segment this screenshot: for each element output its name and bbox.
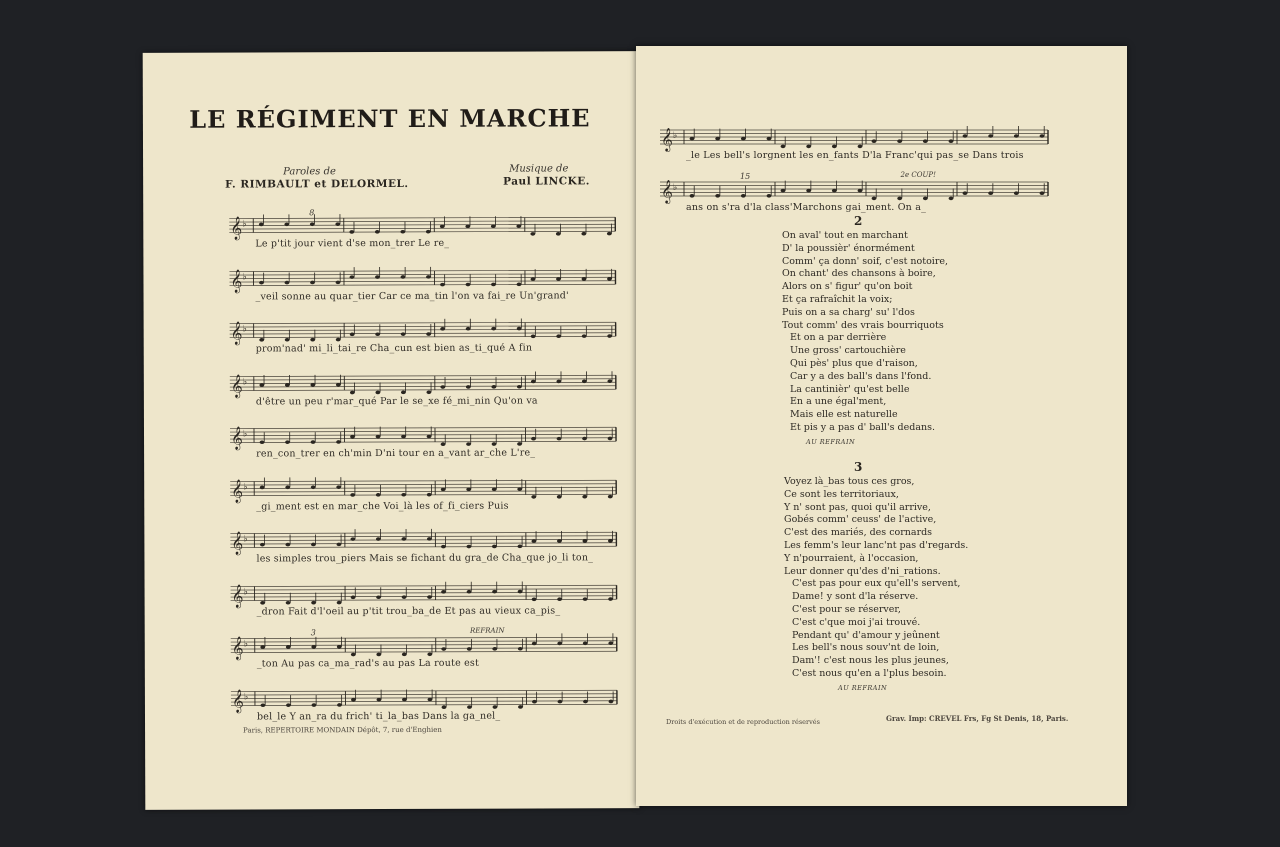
lyric-line: _veil sonne au quar_tier Car ce ma_tin l'on va fai_re Un'grand' xyxy=(255,289,569,302)
verse-line: Tout comm' des vrais bourriquots xyxy=(782,319,944,331)
note-head xyxy=(466,442,471,446)
bar-number: 3 xyxy=(310,628,316,638)
note-head xyxy=(311,600,316,604)
note-head xyxy=(336,485,341,489)
verse-line: Une gross' cartouchière xyxy=(790,345,906,357)
treble-clef-icon: 𝄞 xyxy=(230,425,243,450)
note-head xyxy=(607,232,612,236)
note-head xyxy=(285,543,290,547)
music-staff-row xyxy=(144,474,638,516)
note-head xyxy=(517,442,522,446)
note-head xyxy=(558,699,563,703)
printer-footer: Grav. Imp: CREVEL Frs, Fg St Denis, 18, Paris. xyxy=(886,714,1069,723)
note-head xyxy=(923,139,928,143)
note-head xyxy=(286,703,291,707)
verse-line: Car y a des ball's dans l'fond. xyxy=(790,370,932,382)
note-head xyxy=(1040,134,1045,138)
song-title: LE RÉGIMENT EN MARCHE xyxy=(189,103,591,134)
note-head xyxy=(518,705,523,709)
verse-line: Comm' ça donn' soif, c'est notoire, xyxy=(782,255,949,267)
note-head xyxy=(608,494,613,498)
note-head xyxy=(310,222,315,226)
note-head xyxy=(1014,134,1019,138)
note-head xyxy=(530,232,535,236)
note-head xyxy=(556,379,561,383)
note-head xyxy=(466,487,471,491)
note-head xyxy=(337,703,342,707)
note-head xyxy=(441,487,446,491)
right-page xyxy=(636,46,1127,806)
lyrics-heading: Paroles de xyxy=(283,166,336,178)
music-staff-row xyxy=(144,526,638,568)
flat-key-icon: ♭ xyxy=(243,482,248,493)
verse-line: En a une égal'ment, xyxy=(790,396,887,408)
verse-line: Ce sont les territoriaux, xyxy=(784,488,899,500)
note-head xyxy=(285,440,290,444)
verse-line: Pendant qu' d'amour y jeûnent xyxy=(792,629,940,641)
note-head xyxy=(311,645,316,649)
note-head xyxy=(441,647,446,651)
verse-line: Les bell's nous souv'nt de loin, xyxy=(792,642,940,654)
note-head xyxy=(441,442,446,446)
note-head xyxy=(583,597,588,601)
note-head xyxy=(609,699,614,703)
note-head xyxy=(897,197,902,201)
verse-line: Y n' sont pas, quoi qu'il arrive, xyxy=(784,501,931,513)
note-head xyxy=(376,595,381,599)
note-head xyxy=(440,327,445,331)
note-head xyxy=(376,653,381,657)
note-head xyxy=(781,189,786,193)
note-head xyxy=(532,642,537,646)
note-head xyxy=(427,435,432,439)
note-head xyxy=(518,647,523,651)
note-head xyxy=(441,590,446,594)
note-head xyxy=(350,275,355,279)
lyric-line: bel_le Y an_ra du frich' ti_la_bas Dans la ga_nel_ xyxy=(256,710,501,722)
note-head xyxy=(988,134,993,138)
flat-key-icon: ♭ xyxy=(242,429,248,440)
music-staff-row xyxy=(636,124,1127,164)
note-head xyxy=(376,537,381,541)
note-head xyxy=(260,645,265,649)
music-staff-row xyxy=(145,626,639,673)
verse-line: On aval' tout en marchant xyxy=(782,230,908,241)
note-head xyxy=(260,543,265,547)
note-head xyxy=(350,390,355,394)
note-head xyxy=(582,334,587,338)
note-head xyxy=(517,545,522,549)
note-head xyxy=(608,597,613,601)
note-head xyxy=(375,390,380,394)
note-head xyxy=(832,145,837,149)
music-staff-row xyxy=(145,684,639,726)
note-head xyxy=(402,697,407,701)
verse-line: Dam'! c'est nous les plus jeunes, xyxy=(792,655,949,667)
verse-line: Dame! y sont d'la réserve. xyxy=(792,591,919,603)
left-page xyxy=(143,51,640,810)
note-head xyxy=(806,145,811,149)
note-head xyxy=(427,595,432,599)
note-head xyxy=(988,191,993,195)
verse-3-number: 3 xyxy=(854,460,863,474)
note-head xyxy=(440,225,445,229)
note-head xyxy=(351,595,356,599)
note-head xyxy=(375,275,380,279)
note-head xyxy=(607,277,612,281)
note-head xyxy=(608,539,613,543)
note-head xyxy=(531,539,536,543)
note-head xyxy=(531,379,536,383)
note-head xyxy=(531,495,536,499)
note-head xyxy=(401,332,406,336)
verse-line: Et on a par derrière xyxy=(790,332,887,344)
note-head xyxy=(557,597,562,601)
flat-key-icon: ♭ xyxy=(243,692,249,703)
note-head xyxy=(963,134,968,138)
treble-clef-icon: 𝄞 xyxy=(230,215,243,240)
flat-key-icon: ♭ xyxy=(243,587,248,598)
note-head xyxy=(832,189,837,193)
lyricists-name: F. RIMBAULT et DELORMEL. xyxy=(225,177,409,191)
note-head xyxy=(531,437,536,441)
music-staff-row xyxy=(636,171,1127,216)
note-head xyxy=(285,485,290,489)
flat-key-icon: ♭ xyxy=(242,324,247,335)
note-head xyxy=(428,697,433,701)
note-head xyxy=(350,493,355,497)
composer-name: Paul LINCKE. xyxy=(503,175,590,188)
verse-line: Et ça rafraîchit la voix; xyxy=(782,294,893,305)
note-head xyxy=(557,642,562,646)
note-head xyxy=(466,327,471,331)
note-head xyxy=(426,332,431,336)
note-head xyxy=(492,487,497,491)
verse-line: Y n'pourraient, à l'occasion, xyxy=(784,552,919,564)
verse-line: Alors on s' figur' qu'on boit xyxy=(782,281,913,293)
note-head xyxy=(465,225,470,229)
note-head xyxy=(557,539,562,543)
staff-mark: 2e COUP! xyxy=(900,171,936,179)
note-head xyxy=(583,642,588,646)
treble-clef-icon: 𝄞 xyxy=(231,478,244,503)
note-head xyxy=(401,492,406,496)
verse-line: On chant' des chansons à boire, xyxy=(782,268,936,280)
note-head xyxy=(259,223,264,227)
note-head xyxy=(336,440,341,444)
note-head xyxy=(897,139,902,143)
note-head xyxy=(872,139,877,143)
lyric-line: les simples trou_piers Mais se fichant du gra_de Cha_que jo_li ton_ xyxy=(256,552,594,565)
treble-clef-icon: 𝄞 xyxy=(230,268,243,293)
note-head xyxy=(349,230,354,234)
flat-key-icon: ♭ xyxy=(243,534,248,545)
note-head xyxy=(1014,191,1019,195)
flat-key-icon: ♭ xyxy=(673,131,678,141)
flat-key-icon: ♭ xyxy=(242,272,247,283)
lyric-line: _gi_ment est en mar_che Voi_là les of_fi_ciers Puis xyxy=(256,500,509,512)
note-head xyxy=(556,334,561,338)
bar-number: 8 xyxy=(309,208,315,218)
music-staff-row xyxy=(143,264,637,306)
note-head xyxy=(767,137,772,141)
music-staff-row xyxy=(144,369,638,411)
note-head xyxy=(963,191,968,195)
note-head xyxy=(608,437,613,441)
note-head xyxy=(741,137,746,141)
note-head xyxy=(310,383,315,387)
note-head xyxy=(402,595,407,599)
note-head xyxy=(336,382,341,386)
verse-2-number: 2 xyxy=(854,214,863,228)
note-head xyxy=(310,338,315,342)
note-head xyxy=(492,589,497,593)
verse-3-refrain-mark: AU REFRAIN xyxy=(838,684,888,692)
music-staff-row xyxy=(143,208,637,253)
note-head xyxy=(466,282,471,286)
verse-line: D' la poussièr' énormément xyxy=(782,242,915,254)
note-head xyxy=(556,232,561,236)
lyric-line: prom'nad' mi_li_tai_re Cha_cun est bien as_ti_qué A fin xyxy=(255,342,533,355)
note-head xyxy=(401,537,406,541)
music-staff-row xyxy=(144,421,638,463)
note-head xyxy=(375,230,380,234)
note-head xyxy=(400,230,405,234)
lyric-line: _dron Fait d'l'oeil au p'tit trou_ba_de Et pas au vieux ca_pis_ xyxy=(256,604,561,617)
treble-clef-icon: 𝄞 xyxy=(231,688,244,713)
treble-clef-icon: 𝄞 xyxy=(231,530,244,555)
note-head xyxy=(401,275,406,279)
note-head xyxy=(517,384,522,388)
verse-line: Leur donner qu'des d'ni_rations. xyxy=(784,565,941,577)
note-head xyxy=(518,589,523,593)
note-head xyxy=(426,390,431,394)
note-head xyxy=(401,390,406,394)
note-head xyxy=(949,139,954,143)
note-head xyxy=(311,543,316,547)
note-head xyxy=(532,597,537,601)
note-head xyxy=(466,545,471,549)
note-head xyxy=(741,194,746,198)
note-head xyxy=(260,601,265,605)
note-head xyxy=(582,539,587,543)
note-head xyxy=(556,277,561,281)
note-head xyxy=(285,338,290,342)
note-head xyxy=(690,137,695,141)
verse-2-refrain-mark: AU REFRAIN xyxy=(806,438,856,446)
note-head xyxy=(427,537,432,541)
note-head xyxy=(607,334,612,338)
note-head xyxy=(286,600,291,604)
note-head xyxy=(923,197,928,201)
verse-line: La cantinièr' qu'est belle xyxy=(790,383,910,395)
note-head xyxy=(467,705,472,709)
bar-number: 15 xyxy=(740,172,751,181)
note-head xyxy=(401,435,406,439)
note-head xyxy=(715,194,720,198)
note-head xyxy=(442,705,447,709)
note-head xyxy=(376,435,381,439)
note-head xyxy=(858,189,863,193)
note-head xyxy=(767,194,772,198)
note-head xyxy=(336,280,341,284)
note-head xyxy=(337,645,342,649)
lyric-line: ans on s'ra d'la class'Marchons gai_ment. On a_ xyxy=(686,202,927,213)
verse-line: C'est des mariés, des cornards xyxy=(784,527,933,539)
note-head xyxy=(335,222,340,226)
note-head xyxy=(806,189,811,193)
note-head xyxy=(582,437,587,441)
note-head xyxy=(491,224,496,228)
note-head xyxy=(492,545,497,549)
note-head xyxy=(441,545,446,549)
note-head xyxy=(517,327,522,331)
note-head xyxy=(261,703,266,707)
note-head xyxy=(259,338,264,342)
music-heading: Musique de xyxy=(509,163,569,175)
note-head xyxy=(582,494,587,498)
note-head xyxy=(949,197,954,201)
note-head xyxy=(260,440,265,444)
verse-line: Mais elle est naturelle xyxy=(790,409,898,421)
note-head xyxy=(311,485,316,489)
note-head xyxy=(493,705,498,709)
note-head xyxy=(427,492,432,496)
note-head xyxy=(286,645,291,649)
verse-line: Et pis y a pas d' ball's dedans. xyxy=(790,422,936,433)
note-head xyxy=(336,543,341,547)
note-head xyxy=(531,277,536,281)
verse-line: C'est nous qu'en a l'plus besoin. xyxy=(792,668,947,679)
verse-line: C'est pour se réserver, xyxy=(792,604,901,615)
staff-mark: REFRAIN xyxy=(469,626,505,635)
note-head xyxy=(582,277,587,281)
flat-key-icon: ♭ xyxy=(242,377,248,388)
note-head xyxy=(491,385,496,389)
note-head xyxy=(402,653,407,657)
note-head xyxy=(336,338,341,342)
note-head xyxy=(516,224,521,228)
note-head xyxy=(517,487,522,491)
flat-key-icon: ♭ xyxy=(673,183,678,193)
note-head xyxy=(375,332,380,336)
verse-line: Gobés comm' ceuss' de l'active, xyxy=(784,514,937,526)
note-head xyxy=(312,703,317,707)
treble-clef-icon: 𝄞 xyxy=(230,320,243,345)
note-head xyxy=(259,280,264,284)
note-head xyxy=(350,333,355,337)
treble-clef-icon: 𝄞 xyxy=(231,635,244,660)
treble-clef-icon: 𝄞 xyxy=(230,373,243,398)
note-head xyxy=(427,652,432,656)
note-head xyxy=(310,280,315,284)
note-head xyxy=(858,145,863,149)
note-head xyxy=(260,485,265,489)
note-head xyxy=(517,282,522,286)
note-head xyxy=(285,383,290,387)
treble-clef-icon: 𝄞 xyxy=(661,127,673,151)
flat-key-icon: ♭ xyxy=(242,219,247,230)
lyric-line: d'être un peu r'mar_qué Par le se_xe fé_mi_nin Qu'on va xyxy=(255,394,538,407)
note-head xyxy=(607,379,612,383)
note-head xyxy=(583,699,588,703)
note-head xyxy=(492,647,497,651)
note-head xyxy=(440,385,445,389)
note-head xyxy=(350,537,355,541)
note-head xyxy=(715,137,720,141)
rights-footer: Droits d'exécution et de reproduction réservés xyxy=(666,718,820,726)
music-staff-row xyxy=(144,316,638,358)
verse-line: Qui pès' plus que d'raison, xyxy=(790,358,918,369)
note-head xyxy=(557,495,562,499)
lyric-line: _le Les bell's lorgnent les en_fants D'la Franc'qui pas_se Dans trois xyxy=(686,150,1024,161)
treble-clef-icon: 𝄞 xyxy=(231,583,244,608)
note-head xyxy=(781,145,786,149)
note-head xyxy=(1040,191,1045,195)
note-head xyxy=(491,282,496,286)
note-head xyxy=(376,493,381,497)
lyric-line: Le p'tit jour vient d'se mon_trer Le re_ xyxy=(255,237,450,250)
note-head xyxy=(491,327,496,331)
note-head xyxy=(467,589,472,593)
lyric-line: _ton Au pas ca_ma_rad's au pas La route est xyxy=(256,657,480,670)
note-head xyxy=(440,282,445,286)
lyric-line: ren_con_trer en ch'min D'ni tour en a_vant ar_che L're_ xyxy=(256,447,536,460)
note-head xyxy=(259,383,264,387)
note-head xyxy=(582,379,587,383)
publisher-footer: Paris, REPERTOIRE MONDAIN Dépôt, 7, rue d'Enghien xyxy=(243,725,442,735)
note-head xyxy=(872,197,877,201)
note-head xyxy=(557,437,562,441)
note-head xyxy=(608,641,613,645)
music-staff-row xyxy=(145,579,639,621)
verse-line: Les femm's leur lanc'nt pas d'regards. xyxy=(784,540,969,551)
note-head xyxy=(531,334,536,338)
note-head xyxy=(350,435,355,439)
note-head xyxy=(377,697,382,701)
note-head xyxy=(337,600,342,604)
flat-key-icon: ♭ xyxy=(243,639,249,650)
note-head xyxy=(690,194,695,198)
note-head xyxy=(311,440,316,444)
note-head xyxy=(581,232,586,236)
note-head xyxy=(351,697,356,701)
note-head xyxy=(285,280,290,284)
note-head xyxy=(492,442,497,446)
note-head xyxy=(532,699,537,703)
note-head xyxy=(466,385,471,389)
note-head xyxy=(426,230,431,234)
verse-line: Voyez là_bas tous ces gros, xyxy=(784,476,915,487)
verse-line: C'est c'que moi j'ai trouvé. xyxy=(792,616,921,628)
note-head xyxy=(284,223,289,227)
note-head xyxy=(467,647,472,651)
verse-line: C'est pas pour eux qu'ell's servent, xyxy=(792,578,961,590)
note-head xyxy=(426,275,431,279)
verse-line: Puis on a sa charg' su' l'dos xyxy=(782,306,915,318)
note-head xyxy=(351,653,356,657)
treble-clef-icon: 𝄞 xyxy=(661,179,673,203)
